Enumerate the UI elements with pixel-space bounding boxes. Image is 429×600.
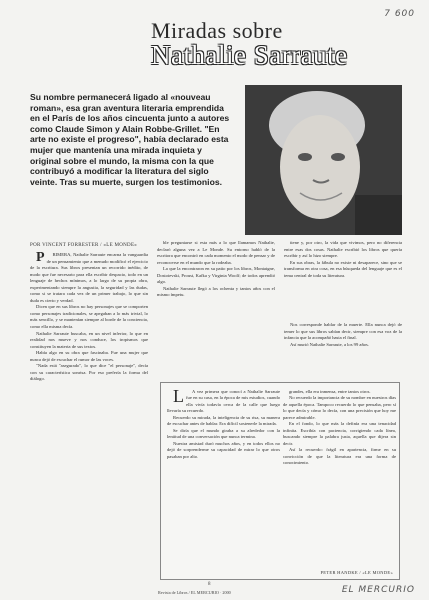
sidebar-paragraph: Nuestra amistad duró muchos años, y en todos ellos no dejó de sorprenderme su capacidad de mirar lo que otros pasaban por alto.	[167, 440, 280, 459]
sidebar-paragraph: Se diría que el mundo giraba a su alrededor con la lentitud de una conversación que nunca termina.	[167, 427, 280, 440]
body-paragraph: Nathalie Sarraute buscaba, en un nivel inferior, lo que en realidad nos mueve y nos conduce, los tropismos que constituyen la materia de sus textos.	[30, 330, 148, 349]
body-paragraph: Nathalie Sarraute llegó a los ochenta y tantos años con el mismo ímpetu.	[157, 285, 275, 298]
body-paragraph: En sus obras, la fábula no existe ni desaparece, sino que se transforma en otra cosa, en esa búsqueda del lenguaje que es el tema central de toda su literatura.	[284, 259, 402, 278]
sidebar-column-1	[167, 389, 280, 571]
sidebar-paragraph: No recuerdo la importancia de su nombre en nuestros días de aquella época. Tampoco recuerdo lo que pensaba, pero sí lo que decía y cómo lo decía, con una precisión que hoy me parece admirable.	[283, 395, 396, 420]
sidebar-column-2	[283, 389, 396, 571]
body-paragraph: Dicen que en sus libros no hay personajes que se comporten como personajes tradicionales, se apegaban a lo más trivial, lo más sencillo, y se mantenían siempre al borde de la conciencia, como ella misma decía.	[30, 304, 148, 330]
body-paragraph: ble preguntarse si esta más a lo que llamamos Nathalie, declaró alguna vez a Le Monde. Su entorno habló de la escritora que encontró en cada momento el modo de pensar y de reconocerse en el mundo que la rodeaba.	[157, 240, 275, 265]
body-paragraph: Había algo en su obra que fascinaba. Fue una mujer que nunca dejó de escuchar el rumor de las voces.	[30, 350, 148, 362]
drop-cap: P	[36, 252, 45, 265]
sidebar-paragraph: En el fondo, lo que más la definía era una tenacidad infinita. Escribía con paciencia, corrigiendo cada línea, buscando siempre la palabra justa, aquella que dijera sin decir.	[283, 421, 396, 446]
sidebar-paragraph: grandes, ella era inmensa, entre tantos otros.	[289, 389, 371, 394]
handwritten-note-bottom: EL MERCURIO	[341, 585, 415, 595]
drop-cap: L	[173, 389, 184, 406]
body-paragraph: "Nada está "asegurado", lo que dice "el personaje", decía con su característica sonrisa. Por eso prefería la forma del diálogo.	[30, 363, 148, 382]
portrait-image	[245, 85, 402, 235]
sidebar-paragraph: Recuerdo su mirada, la inteligencia de su risa, su manera de escuchar antes de hablar. Era difícil sostenerle la mirada.	[167, 414, 280, 427]
lead-paragraph: Su nombre permanecerá ligado al «nouveau roman», esa gran aventura literaria emprendida en el París de los años cincuenta junto a autores como Claude Simon y Alain Robbe-Grillet. "En arte no existe el progreso", había declarado esta mujer que mantenía una mirada inquieta y original sobre el mundo, la misma con la que contribuyó a modificar la literatura del siglo veinte. Tras su muerte, surgen los testimonios.	[30, 92, 230, 187]
sidebar-paragraph: Así la recuerdo: frágil en apariencia, firme en su convicción de que la literatura era una forma de conocimiento.	[283, 447, 396, 465]
body-column-1	[30, 252, 148, 578]
article-kicker: Miradas sobre	[151, 18, 283, 43]
author-portrait-photo	[245, 85, 402, 235]
body-paragraph: Nos corresponde hablar de la muerte. Ella nunca dejó de temer lo que sus libros sabían decir, siempre con esa voz de la infancia que la acompañó hasta el final.	[284, 322, 402, 341]
sidebar-signature: PETER HANDKE / «LE MONDE»	[320, 570, 393, 575]
body-paragraph: P RIMERA, Nathalie Sarraute encarna la vanguardia de un pensamiento que a menudo modificó el ejercicio de la escritura. Sus libros presentan un recorrido inédito, de modo que fue necesario para ella escribir despacio, todo en un lenguaje de hechos mínimos, a lo largo de su propia obra, experimentando siempre la angustia, la seguridad y las dudas, como si se tratara cada vez de un primer trabajo, lo que sin duda es cierto y verdad.	[30, 252, 148, 303]
page-footer: Revista de Libros / EL MERCURIO · 2000	[158, 590, 231, 595]
sidebar-box	[160, 382, 400, 580]
body-column-4	[284, 322, 402, 382]
sidebar-paragraph: L A vez primera que conocí a Nathalie Sarraute fue en su casa, en la época de mis estudios, cuando ella vivía todavía cerca de la calle que luego llevaría su recuerdo.	[167, 389, 280, 414]
body-paragraph: Así murió Nathalie Sarraute, a los 99 años.	[290, 341, 369, 347]
handwritten-note-top: 7 600	[384, 9, 415, 19]
byline: POR VINCENT FORRESTER / «LE MONDE»	[30, 243, 138, 248]
body-column-2	[157, 240, 275, 318]
page-number: 8	[208, 582, 211, 587]
body-paragraph: La que la encontraron en su patio por los libros, Montaigne, Dostoievski, Proust, Kafka y Virginia Woolf; de todos aprendió algo.	[157, 266, 275, 285]
article-title: Nathalie Sarraute	[151, 40, 348, 70]
body-paragraph: tiene y, por otro, la vida que vivimos, pero no diferencia entre esas dos cosas. Nathalie escribió los libros que quería escribir y así lo hizo siempre.	[284, 240, 402, 259]
body-column-3	[284, 240, 402, 310]
